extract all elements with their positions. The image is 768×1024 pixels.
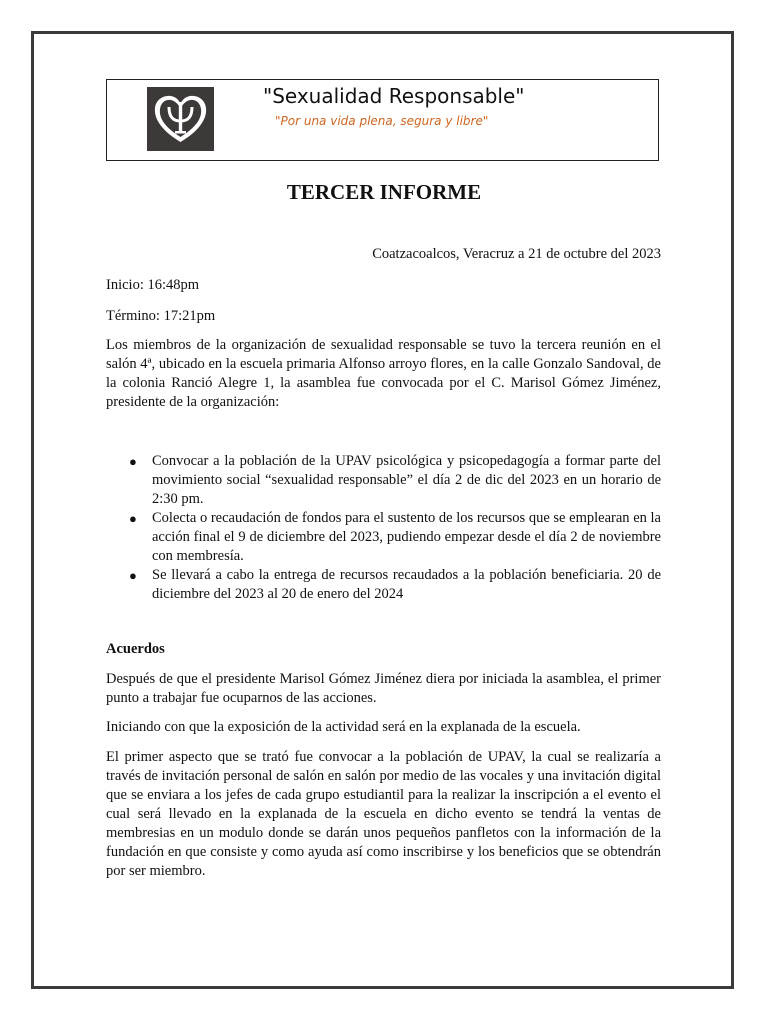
intro-paragraph: Los miembros de la organización de sexualidad responsable se tuvo la tercera reunión en el salón 4ª, ubicado en la escuela primaria Alfonso arroyo flores, en la calle Gonzalo Sandoval, de la colonia Ranció Alegre 1, la asamblea fue convocada por el C. Marisol Gómez Jiménez, presidente de la organización:	[106, 337, 661, 410]
agreements-paragraph-3: El primer aspecto que se trató fue convocar a la población de UPAV, la cual se realizaría a través de invitación personal de salón en salón por medio de las vocales y una invitación digital que se enviara a los jefes de cada grupo estudiantil para la realizar la inscripción a el evento el cual será llevado en la explanada de la escuela en dicho evento se tendrá la ventas de membresias en un modulo donde se darán unos pequeños panfletos con la información de la fundación en que consiste y como ayuda así como inscribirse y los beneficios que se obtendrán por ser miembro.	[106, 749, 661, 879]
location-date: Coatzacoalcos, Veracruz a 21 de octubre del 2023	[372, 246, 661, 262]
agreements-heading: Acuerdos	[106, 641, 165, 657]
list-item	[106, 566, 661, 604]
bullet-icon: ●	[129, 511, 137, 526]
end-time: Término: 17:21pm	[106, 308, 216, 324]
bullet-icon: ●	[129, 454, 137, 469]
organization-slogan: "Por una vida plena, segura y libre"	[275, 114, 489, 128]
list-item	[106, 509, 661, 566]
heart-psi-icon	[147, 87, 214, 151]
list-item-text: Colecta o recaudación de fondos para el sustento de los recursos que se emplearan en la acción final el 9 de diciembre del 2023, pudiendo empezar desde el día 2 de noviembre con membresía.	[152, 510, 661, 564]
list-item	[106, 452, 661, 509]
start-time: Inicio: 16:48pm	[106, 277, 200, 293]
document-title: TERCER INFORME	[286, 180, 482, 204]
heart-psi-logo	[147, 87, 214, 151]
action-list	[106, 452, 661, 604]
organization-title: "Sexualidad Responsable"	[263, 84, 525, 108]
agreements-paragraph-2: Iniciando con que la exposición de la actividad será en la explanada de la escuela.	[106, 719, 581, 735]
list-item-text: Convocar a la población de la UPAV psicológica y psicopedagogía a formar parte del movimiento social “sexualidad responsable” el día 2 de dic del 2023 en un horario de 2:30 pm.	[152, 453, 661, 507]
agreements-paragraph-1: Después de que el presidente Marisol Gómez Jiménez diera por iniciada la asamblea, el primer punto a trabajar fue ocuparnos de las acciones.	[106, 671, 661, 706]
header-banner	[106, 79, 659, 161]
bullet-icon: ●	[129, 568, 137, 583]
list-item-text: Se llevará a cabo la entrega de recursos recaudados a la población beneficiaria. 20 de diciembre del 2023 al 20 de enero del 2024	[152, 567, 661, 602]
